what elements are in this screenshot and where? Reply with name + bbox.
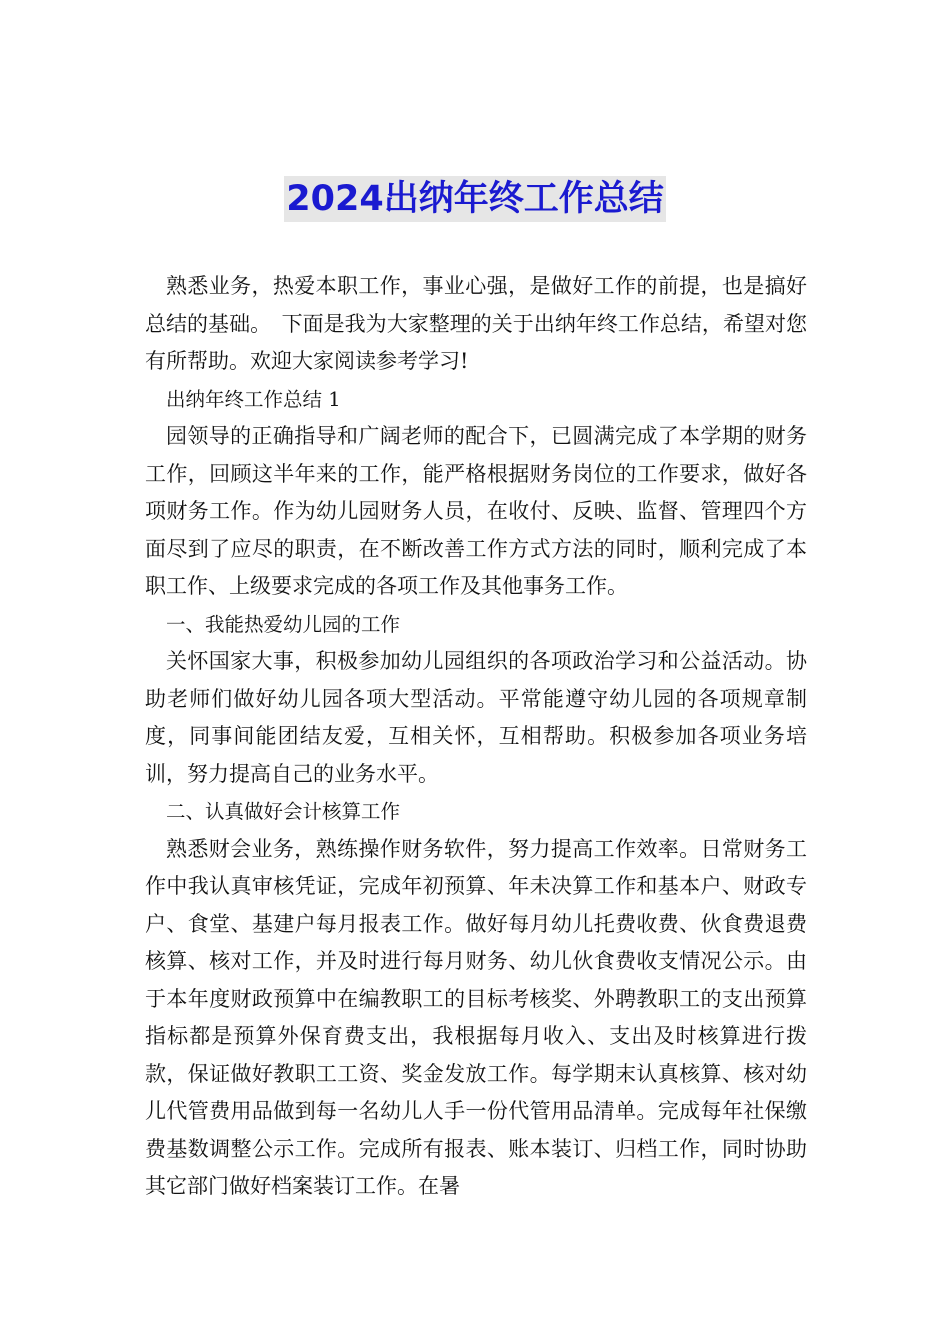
section-heading-2: 二、认真做好会计核算工作 — [166, 800, 401, 823]
summary-paragraph: 园领导的正确指导和广阔老师的配合下，已圆满完成了本学期的财务工作，回顾这半年来的工作，能严格根据财务岗位的工作要求，做好各项财务工作。作为幼儿园财务人员，在收付、反映、监督、管理四个方面尽到了应尽的职责，在不断改善工作方式方法的同时，顺利完成了本职工作、上级要求完成的各项工作及其他事务工作。 — [145, 424, 807, 598]
document-body — [145, 268, 807, 1206]
document-title: 2024出纳年终工作总结 — [284, 176, 665, 222]
section-2-paragraph: 熟悉财会业务，熟练操作财务软件，努力提高工作效率。日常财务工作中我认真审核凭证，完成年初预算、年未决算工作和基本户、财政专户、食堂、基建户每月报表工作。做好每月幼儿托费收费、伙食费退费核算、核对工作，并及时进行每月财务、幼儿伙食费收支情况公示。由于本年度财政预算中在编教职工的目标考核奖、外聘教职工的支出预算指标都是预算外保育费支出，我根据每月收入、支出及时核算进行拨款，保证做好教职工工资、奖金发放工作。每学期末认真核算、核对幼儿代管费用品做到每一名幼儿人手一份代管用品清单。完成每年社保缴费基数调整公示工作。完成所有报表、账本装订、归档工作，同时协助其它部门做好档案装订工作。在暑 — [145, 836, 807, 1198]
section-1-paragraph: 关怀国家大事，积极参加幼儿园组织的各项政治学习和公益活动。协助老师们做好幼儿园各项大型活动。平常能遵守幼儿园的各项规章制度，同事间能团结友爱，互相关怀，互相帮助。积极参加各项业务培训，努力提高自己的业务水平。 — [145, 649, 807, 786]
section-heading-1: 一、我能热爱幼儿园的工作 — [166, 612, 401, 636]
intro-paragraph: 熟悉业务，热爱本职工作，事业心强，是做好工作的前提，也是搞好总结的基础。 下面是我为大家整理的关于出纳年终工作总结，希望对您有所帮助。欢迎大家阅读参考学习! — [145, 274, 807, 373]
title-container — [0, 176, 950, 222]
section-heading-summary-1: 出纳年终工作总结 1 — [166, 387, 341, 411]
